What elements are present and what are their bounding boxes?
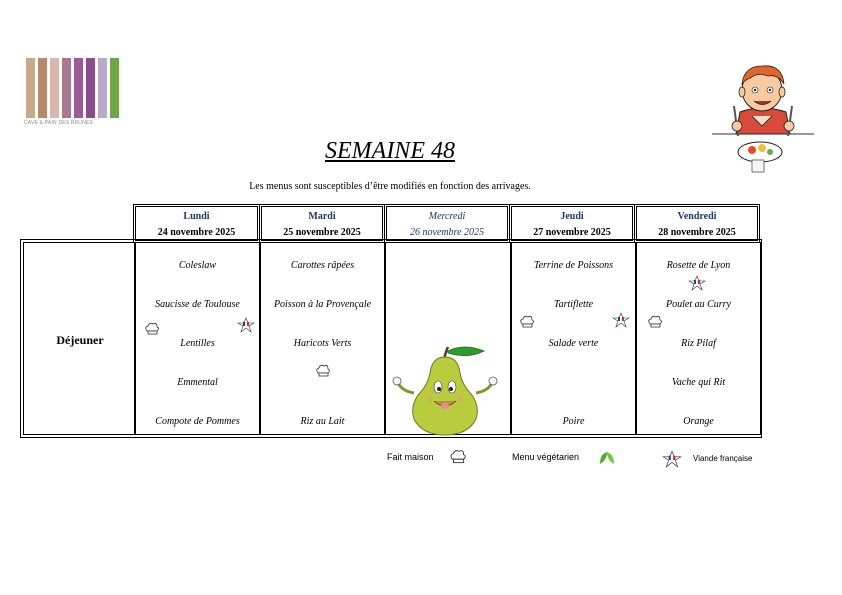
dish: Poire [562, 416, 585, 427]
dish: Coleslaw [178, 260, 217, 271]
legend-vegetarien-label: Menu végétarien [512, 452, 580, 462]
chef-hat-icon [315, 364, 331, 378]
legend-fait-maison [387, 452, 434, 462]
day-header-mardi: Mardi 25 novembre 2025 [261, 206, 383, 241]
logo-text: CAVE & PAIN DES BRUNES [24, 120, 93, 126]
dish: Poulet au Curry [666, 299, 731, 310]
dish: Poisson à la Provençale [273, 299, 372, 310]
dish: Terrine de Poissons [533, 260, 614, 271]
meal-column [23, 242, 135, 435]
menu-mardi [260, 242, 385, 435]
page-title: SEMAINE 48 [325, 138, 455, 164]
dish: Lentilles [180, 338, 215, 349]
dish: Orange [683, 416, 714, 427]
day-header-jeudi: Jeudi 27 novembre 2025 [511, 206, 633, 241]
french-meat-icon [612, 312, 630, 328]
dish: Emmental [177, 377, 218, 388]
dish: Salade verte [548, 338, 599, 349]
dish: Riz Pilaf [681, 338, 716, 349]
legend-viande-francaise [693, 454, 752, 463]
french-meat-icon [662, 450, 682, 468]
dish: Saucisse de Toulouse [155, 299, 240, 310]
chef-hat-icon [144, 322, 160, 336]
dish: Compote de Pommes [155, 416, 240, 427]
menu-grid [20, 239, 762, 438]
leaf-icon [598, 450, 616, 466]
dish: Riz au Lait [300, 416, 345, 427]
company-logo [24, 57, 120, 131]
menu-mercredi [385, 242, 511, 435]
day-header-mercredi: Mercredi 26 novembre 2025 [386, 206, 508, 241]
day-header-vendredi: Vendredi 28 novembre 2025 [636, 206, 758, 241]
dish: Tartiflette [553, 299, 594, 310]
legend-viande-francaise-label: Viande française [693, 454, 753, 463]
kid-eating-illustration [712, 60, 814, 174]
meal-label: Déjeuner [56, 333, 104, 347]
chef-hat-icon [519, 315, 535, 329]
dish: Carottes râpées [290, 260, 355, 271]
pear-mascot [388, 343, 504, 437]
day-header-lundi: Lundi 24 novembre 2025 [135, 206, 258, 241]
dish: Rosette de Lyon [666, 260, 731, 271]
chef-hat-icon [647, 315, 663, 329]
chef-hat-icon [449, 449, 467, 465]
days-header [133, 204, 760, 243]
page-subtitle: Les menus sont susceptibles d’être modifiés en fonction des arrivages. [249, 181, 531, 192]
legend-vegetarien [512, 452, 579, 462]
menu-lundi [135, 242, 260, 435]
dish: Vache qui Rit [671, 377, 726, 388]
legend-fait-maison-label: Fait maison [387, 452, 434, 462]
french-meat-icon [237, 317, 255, 333]
dish: Haricots Verts [293, 338, 352, 349]
menu-jeudi [511, 242, 636, 435]
menu-vendredi [636, 242, 761, 435]
french-meat-icon [688, 275, 706, 291]
